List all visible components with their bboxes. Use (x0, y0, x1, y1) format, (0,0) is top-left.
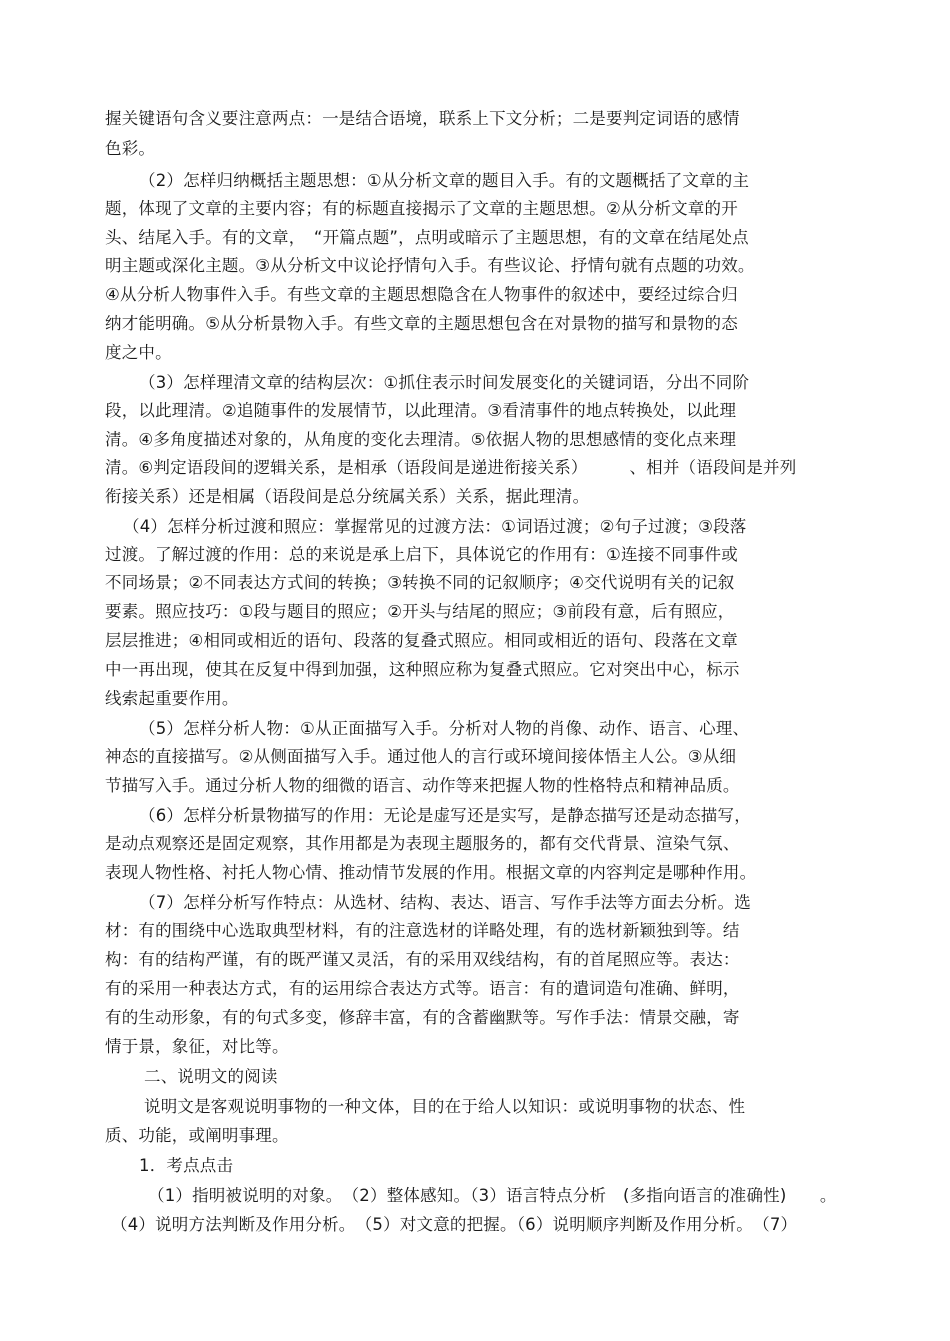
text-line: 度之中。 (105, 343, 172, 362)
section-heading: 二、说明文的阅读 (144, 1067, 278, 1086)
text-line: （7）怎样分析写作特点：从选材、结构、表达、语言、写作手法等方面去分析。选 (139, 893, 751, 912)
text-line: （2）怎样归纳概括主题思想：①从分析文章的题目入手。有的文题概括了文章的主 (139, 171, 750, 190)
text-line: 不同场景；②不同表达方式间的转换；③转换不同的记叙顺序；④交代说明有关的记叙 (105, 573, 735, 592)
text-line: 有的采用一种表达方式，有的运用综合表达方式等。语言：有的遣词造句准确、鲜明， (105, 979, 740, 998)
text-line: 题，体现了文章的主要内容；有的标题直接揭示了文章的主题思想。②从分析文章的开 (105, 199, 738, 218)
text-line: 中一再出现，使其在反复中得到加强，这种照应称为复叠式照应。它对突出中心，标示 (105, 660, 740, 679)
text-line: 色彩。 (105, 139, 156, 158)
text-line: 要素。照应技巧：①段与题目的照应；②开头与结尾的照应；③前段有意，后有照应， (105, 602, 735, 621)
text-line: （6）怎样分析景物描写的作用：无论是虚写还是实写，是静态描写还是动态描写， (139, 806, 751, 825)
subsection-heading: 1．考点点击 (139, 1156, 234, 1175)
text-line: 说明文是客观说明事物的一种文体，目的在于给人以知识：或说明事物的状态、性 (144, 1097, 746, 1116)
text-line: 情于景，象征，对比等。 (105, 1037, 289, 1056)
text-line: （1）指明被说明的对象。 （2）整体感知。（3）语言特点分析 (多指向语言的准确性) 。 (148, 1186, 837, 1205)
text-line: （3）怎样理清文章的结构层次：①抓住表示时间发展变化的关键词语，分出不同阶 (139, 373, 750, 392)
text-line: 清。④多角度描述对象的，从角度的变化去理清。⑤依据人物的思想感情的变化点来理 (105, 430, 737, 449)
text-line: （4）说明方法判断及作用分析。 （5）对文意的把握。（6）说明顺序判断及作用分析。 （7） (111, 1215, 798, 1234)
text-line: 握关键语句含义要注意两点：一是结合语境，联系上下文分析；二是要判定词语的感情 (105, 109, 740, 128)
text-line: 清。⑥判定语段间的逻辑关系，是相承（语段间是递进衔接关系） 、相并（语段间是并列 (105, 458, 797, 477)
text-line: 线索起重要作用。 (105, 689, 239, 708)
text-line: 表现人物性格、衬托人物心情、推动情节发展的作用。根据文章的内容判定是哪种作用。 (105, 863, 757, 882)
text-line: 质、功能，或阐明事理。 (105, 1126, 289, 1145)
text-line: 衔接关系）还是相属（语段间是总分统属关系）关系，据此理清。 (105, 487, 590, 506)
text-line: 是动点观察还是固定观察，其作用都是为表现主题服务的，都有交代背景、渲染气氛、 (105, 834, 740, 853)
text-line: 构：有的结构严谨，有的既严谨又灵活，有的采用双线结构，有的首尾照应等。表达： (105, 950, 740, 969)
text-line: 纳才能明确。⑤从分析景物入手。有些文章的主题思想包含在对景物的描写和景物的态 (105, 314, 738, 333)
text-line: （4）怎样分析过渡和照应：掌握常见的过渡方法：①词语过渡；②句子过渡；③段落 (123, 517, 747, 536)
text-line: 头、结尾入手。有的文章， “开篇点题”，点明或暗示了主题思想，有的文章在结尾处点 (105, 228, 749, 247)
text-line: 节描写入手。通过分析人物的细微的语言、动作等来把握人物的性格特点和精神品质。 (105, 776, 740, 795)
text-line: 段，以此理清。②追随事件的发展情节，以此理清。③看清事件的地点转换处，以此理 (105, 401, 737, 420)
text-line: 材：有的围绕中心选取典型材料，有的注意选材的详略处理，有的选材新颖独到等。结 (105, 921, 740, 940)
text-line: 层层推进；④相同或相近的语句、段落的复叠式照应。相同或相近的语句、段落在文章 (105, 631, 738, 650)
text-line: 明主题或深化主题。③从分析文中议论抒情句入手。有些议论、抒情句就有点题的功效。 (105, 256, 755, 275)
text-line: ④从分析人物事件入手。有些文章的主题思想隐含在人物事件的叙述中，要经过综合归 (105, 285, 738, 304)
text-line: 神态的直接描写。②从侧面描写入手。通过他人的言行或环境间接体悟主人公。③从细 (105, 747, 737, 766)
text-line: 过渡。了解过渡的作用：总的来说是承上启下，具体说它的作用有：①连接不同事件或 (105, 545, 738, 564)
text-line: （5）怎样分析人物：①从正面描写入手。分析对人物的肖像、动作、语言、心理、 (139, 719, 750, 738)
text-line: 有的生动形象，有的句式多变，修辞丰富，有的含蓄幽默等。写作手法：情景交融，寄 (105, 1008, 740, 1027)
